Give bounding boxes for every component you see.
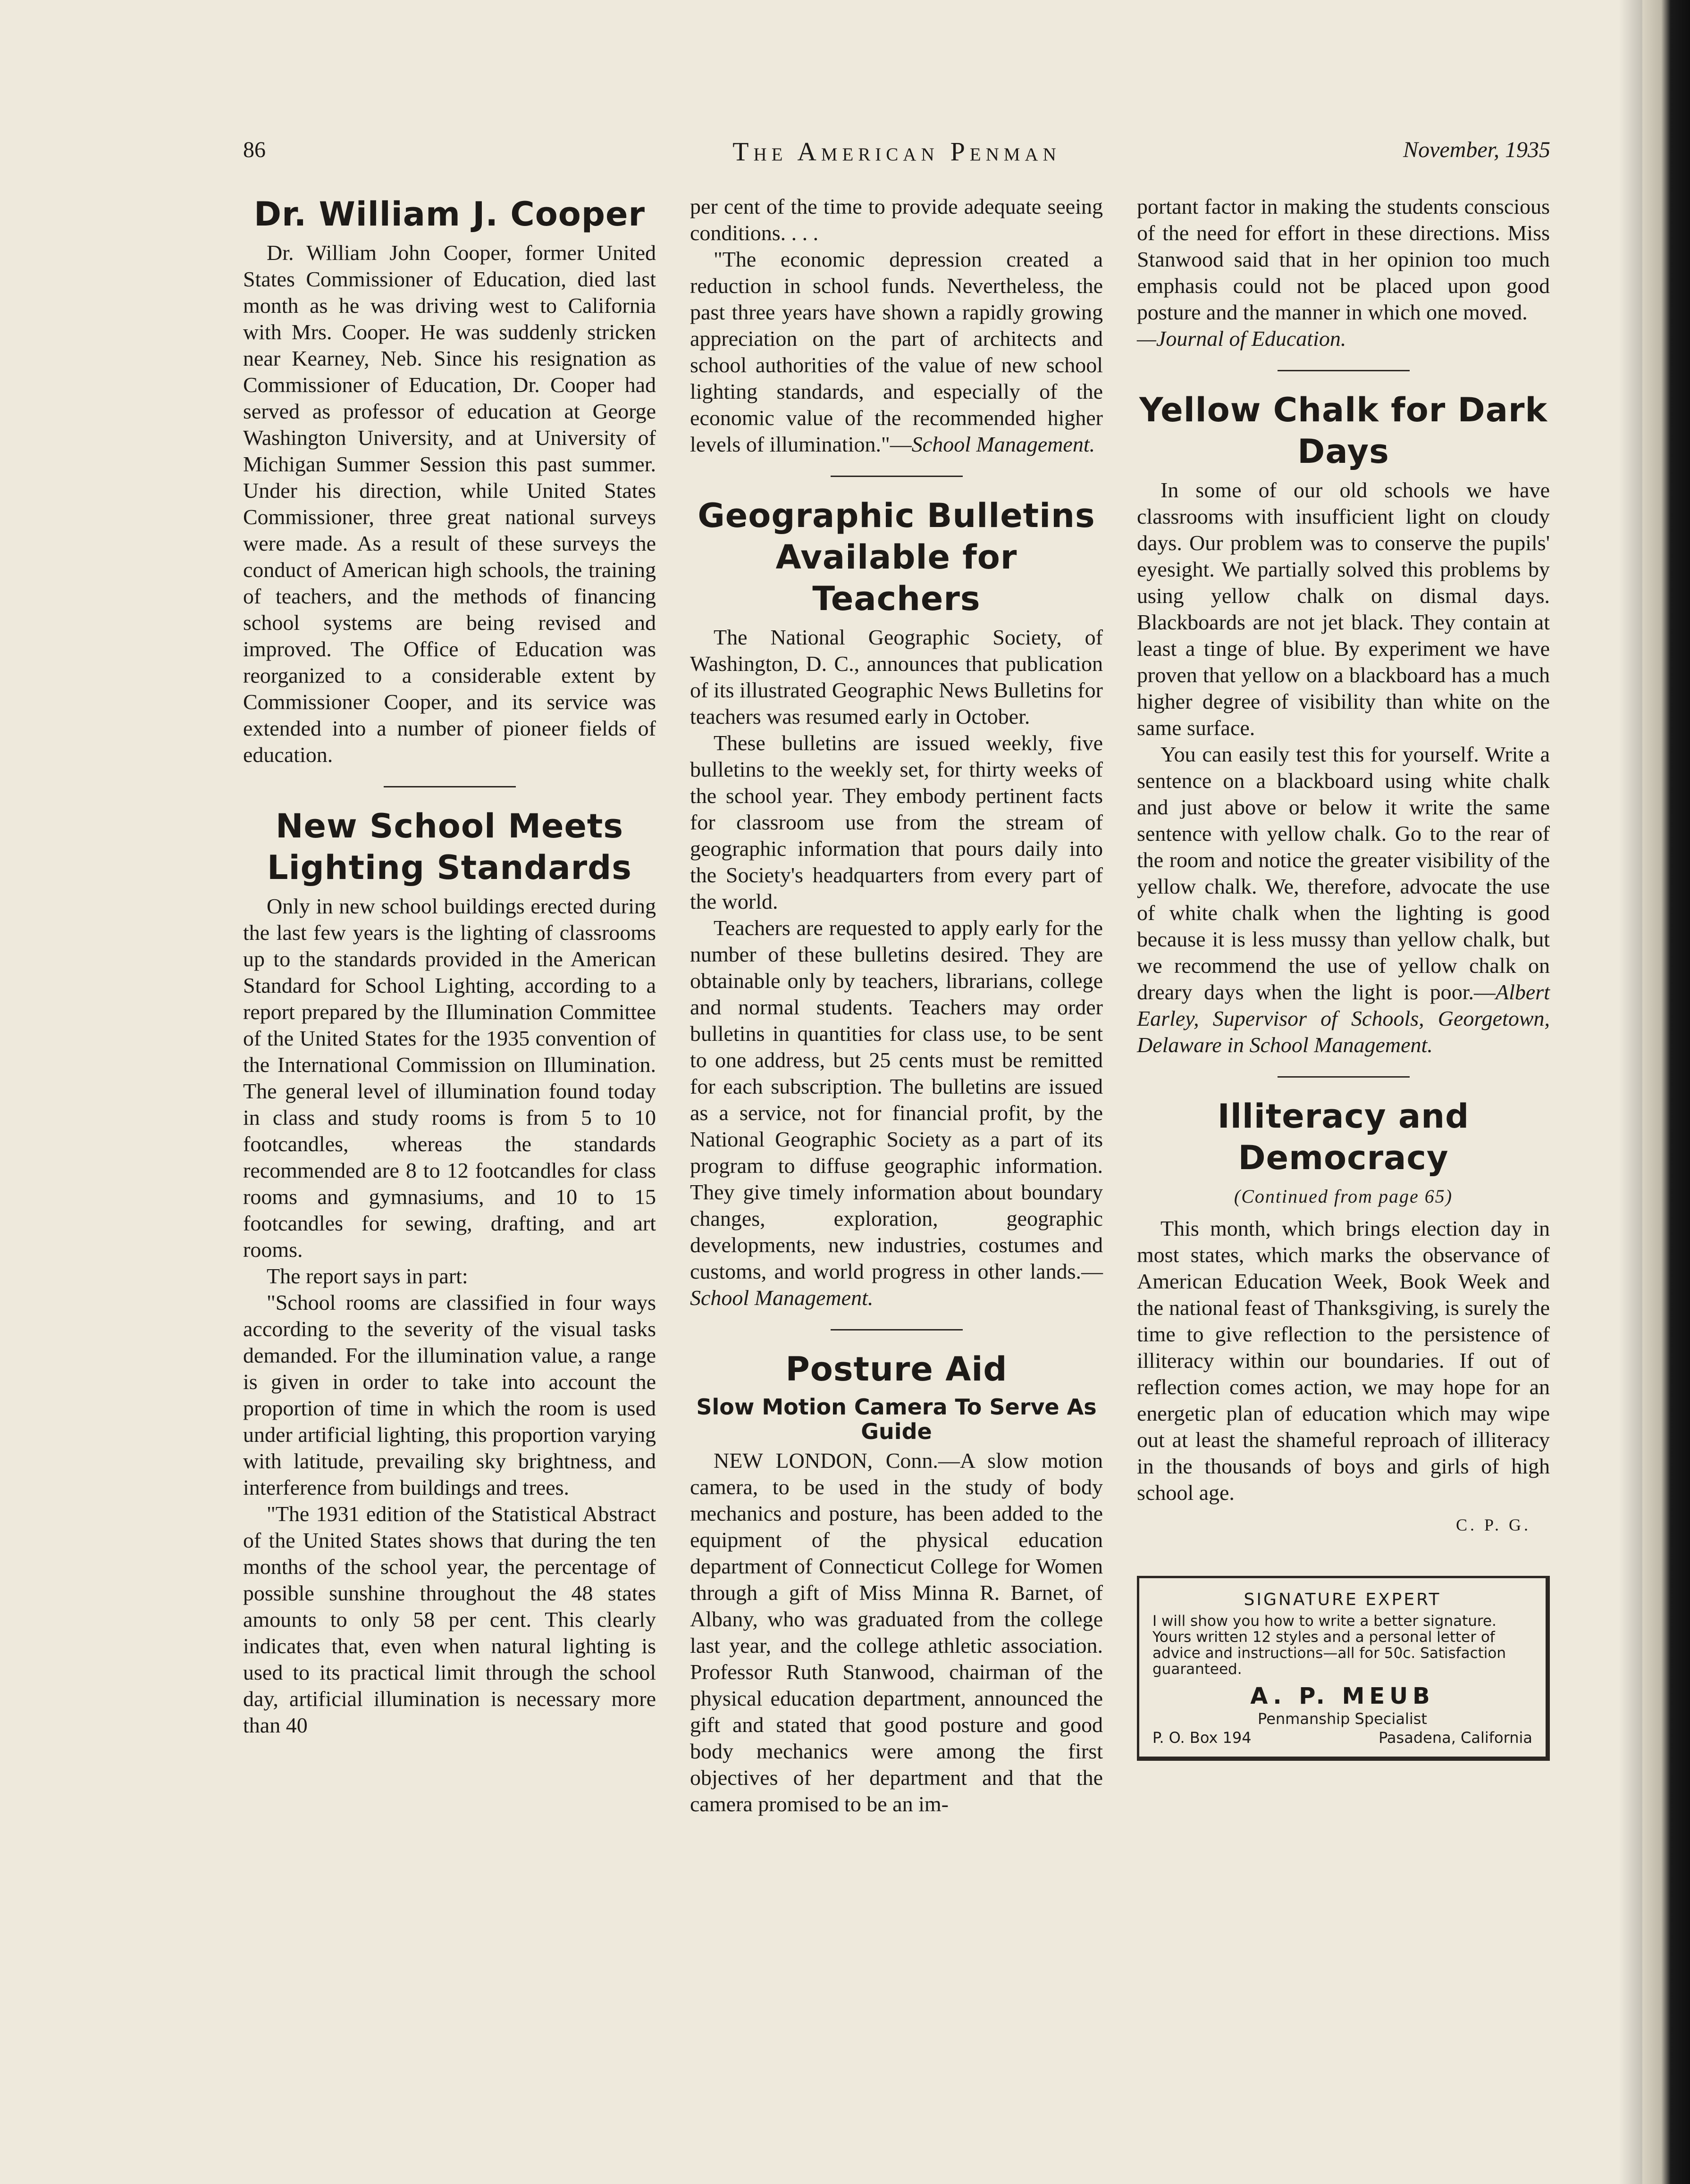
section-divider (384, 786, 516, 787)
posture-paragraph: NEW LONDON, Conn.—A slow motion camera, to be used in the study of body mechanics and posture, has been added to the equipment of the physical education department of Connecticut College for Women through a gift of Miss Minna R. Barnet, of Albany, who was graduated from the college last year, and the college athletic association. Professor Ruth Stanwood, chairman of the physical education department, announced the gift and stated that good posture and good body mechanics were among the first objectives of her department and that the camera promised to be an im- (690, 1448, 1103, 1816)
column-1 (243, 193, 656, 1739)
issue-date: November, 1935 (1403, 137, 1550, 162)
continued-note: (Continued from page 65) (1234, 1186, 1453, 1207)
section-divider (1278, 1076, 1410, 1078)
posture-source: —Journal of Education. (1137, 326, 1346, 351)
chalk-text: You can easily test this for yourself. Write a sentence on a blackboard using white chalk and just above or below it write the same sentence with yellow chalk. Go to the rear of the room and notice the greater visibility of the yellow chalk. We, therefore, advocate the use of white chalk when the lighting is good because it is less mussy than yellow chalk, but we recommend the use of yellow chalk on dreary days when the light is poor.— (1137, 742, 1550, 1004)
lighting-paragraph: The report says in part: (267, 1264, 468, 1288)
chalk-source: Albert Earley, Supervisor of Schools, Georgetown, Delaware in School Management. (1137, 980, 1550, 1057)
geographic-source: School Management. (690, 1286, 874, 1310)
geographic-paragraph (690, 915, 1103, 1311)
ad-body: I will show you how to write a better signature. Yours written 12 styles and a personal letter of advice and instructions—all for 50c. Satisfaction guaranteed. (1152, 1613, 1506, 1678)
lighting-quote: "The economic depression created a reduction in school funds. Nevertheless, the past three years have shown a rapidly growing appreciation on the part of architects and school authorities of the value of new school lighting standards, and especially of the economic value of the recommended higher levels of illumination."— (690, 247, 1103, 456)
column-2 (690, 193, 1103, 1817)
geographic-title: Geographic Bulletins Available for Teachers (698, 496, 1095, 618)
running-header (243, 137, 1550, 175)
illiteracy-title: Illiteracy and Democracy (1217, 1097, 1470, 1177)
lighting-paragraph: Only in new school buildings erected during the last few years is the lighting of classrooms up to the standards provided in the American Standard for School Lighting, according to a report prepared by the Illumination Committee of the United States for the 1935 convention of the International Commission on Illumination. The general level of illumination found today in class and study rooms is from 5 to 10 footcandles, whereas the standards recommended are 8 to 12 footcandles for class rooms and gymnasiums, and 10 to 15 footcandles for sewing, drafting, and art rooms. (243, 894, 656, 1262)
ad-address (1152, 1728, 1532, 1747)
cooper-title: Dr. William J. Cooper (253, 195, 645, 234)
column-3 (1137, 193, 1550, 1761)
posture-subtitle: Slow Motion Camera To Serve As Guide (696, 1394, 1097, 1444)
lighting-title: New School Meets Lighting Standards (267, 807, 632, 887)
lighting-paragraph: per cent of the time to provide adequate seeing conditions. . . . (690, 194, 1103, 245)
ad-po-box: P. O. Box 194 (1152, 1729, 1252, 1747)
book-spine-edge (1642, 0, 1690, 2184)
posture-paragraph: portant factor in making the students conscious of the need for effort in these directions. Miss Stanwood said that in her opinion too much emphasis could not be placed upon good posture and the manner in which one moved. (1137, 194, 1550, 324)
author-initials: C. P. G. (1455, 1515, 1531, 1534)
ad-advertiser-name: A. P. MEUB (1250, 1683, 1435, 1709)
geographic-paragraph: The National Geographic Society, of Washington, D. C., announces that publication of its illustrated Geographic News Bulletins for teachers was resumed early in October. (690, 625, 1103, 728)
lighting-paragraph (690, 246, 1103, 458)
section-divider (831, 1329, 963, 1330)
posture-title: Posture Aid (785, 1350, 1008, 1389)
page-curl-shadow (1619, 0, 1642, 2184)
chalk-paragraph: In some of our old schools we have classrooms with insufficient light on cloudy days. Our problem was to conserve the pupils' eyesight. We partially solved this problems by using yellow chalk on dismal days. Blackboards are not jet black. They contain at least a tinge of blue. By experiment we have proven that yellow on a blackboard has a much higher degree of visibility than white on the same surface. (1137, 478, 1550, 740)
magazine-title: The American Penman (732, 137, 1061, 167)
ad-specialty: Penmanship Specialist (1258, 1710, 1427, 1728)
illiteracy-paragraph: This month, which brings election day in most states, which marks the observance of American Education Week, Book Week and the national feast of Thanksgiving, is surely the time to give reflection to the persistence of illiteracy within our boundaries. If out of reflection comes action, we may hope for an energetic plan of education which may wipe out at least the shameful reproach of illiteracy in the thousands of boys and girls of high school age. (1137, 1216, 1550, 1505)
signature-expert-ad (1137, 1576, 1550, 1761)
posture-source-line (1137, 326, 1550, 352)
geographic-paragraph: These bulletins are issued weekly, five bulletins to the weekly set, for thirty weeks of the school year. They embody pertinent facts for classroom use from the stream of geographic information that pours daily into the Society's headquarters from every part of the world. (690, 731, 1103, 913)
lighting-paragraph: "The 1931 edition of the Statistical Abstract of the United States shows that during the ten months of the school year, the percentage of possible sunshine throughout the 48 states amounts to only 58 per cent. This clearly indicates that, even when natural lighting is used to its practical limit through the school day, artificial illumination is necessary more than 40 (243, 1502, 656, 1737)
page-number: 86 (243, 137, 266, 162)
ad-title: SIGNATURE EXPERT (1244, 1590, 1441, 1609)
lighting-source: School Management. (911, 432, 1095, 456)
lighting-paragraph: "School rooms are classified in four ways according to the severity of the visual tasks demanded. For the illumination value, a range is given in order to take into account the proportion of time in which the room is used under artificial lighting, this proportion varying with latitude, prevailing sky brightness, and interference from buildings and trees. (243, 1290, 656, 1499)
cooper-paragraph: Dr. William John Cooper, former United States Commissioner of Education, died last month as he was driving west to California with Mrs. Cooper. He was suddenly stricken near Kearney, Neb. Since his resignation as Commissioner of Education, Dr. Cooper had served as professor of education at George Washington University, and at University of Michigan Summer Session this past summer. Under his direction, while United States Commissioner, three great national surveys were made. As a result of these surveys the conduct of American high schools, the training of teachers, and the methods of financing school systems are being revised and improved. The Office of Education was reorganized to a considerable extent by Commissioner Cooper, and its service was extended into a number of pioneer fields of education. (243, 241, 656, 767)
ad-city: Pasadena, California (1379, 1729, 1532, 1747)
geographic-text: Teachers are requested to apply early for the number of these bulletins desired. They are obtainable only by teachers, librarians, college and normal students. Teachers may order bulletins in quantities for class use, to be sent to one address, but 25 cents must be remitted for each subscription. The bulletins are issued as a service, not for financial profit, by the National Geographic Society as a part of its program to diffuse geographic information. They give timely information about boundary changes, exploration, geographic developments, new industries, costumes and customs, and world progress in other lands.— (690, 916, 1103, 1283)
chalk-paragraph (1137, 741, 1550, 1058)
section-divider (1278, 370, 1410, 371)
section-divider (831, 476, 963, 477)
chalk-title: Yellow Chalk for Dark Days (1139, 391, 1548, 471)
